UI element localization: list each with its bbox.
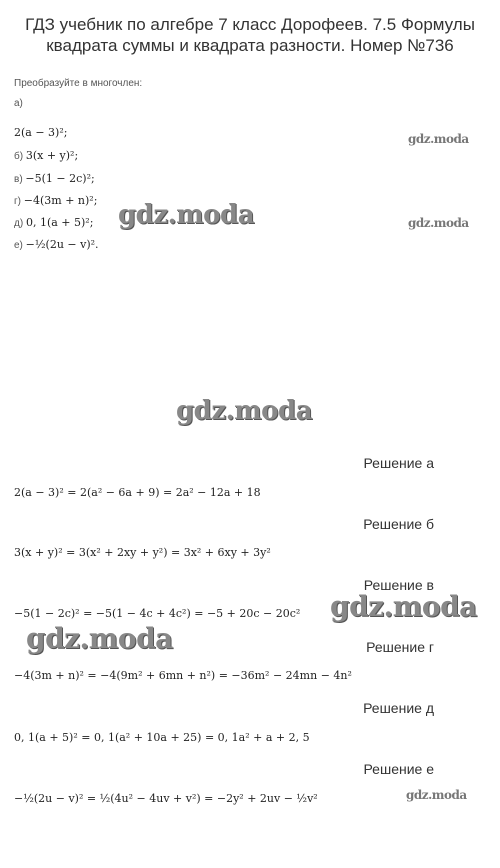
- task-item-expr: 2(a − 3)²;: [14, 126, 68, 139]
- watermark: gdz.moda: [408, 132, 469, 146]
- solution-heading-e: Решение д: [363, 700, 434, 716]
- watermark: gdz.moda: [408, 216, 469, 230]
- solution-expr-e: 0, 1(a + 5)² = 0, 1(a² + 10a + 25) = 0, 1a² + a + 2, 5: [14, 731, 310, 744]
- solution-heading-b: Решение б: [363, 516, 434, 532]
- task-item-e: [14, 216, 93, 229]
- solution-expr-d: −4(3m + n)² = −4(9m² + 6mn + n²) = −36m² − 24mn − 4n²: [14, 669, 352, 682]
- task-item-prefix: г): [14, 196, 24, 207]
- task-item-d: [14, 194, 97, 207]
- task-item-expr: −5(1 − 2c)²;: [25, 172, 95, 185]
- watermark: gdz.moda: [118, 200, 255, 230]
- solution-expr-a: 2(a − 3)² = 2(a² − 6a + 9) = 2a² − 12a + 18: [14, 486, 261, 499]
- task-item-expr: 0, 1(a + 5)²;: [25, 216, 94, 229]
- page-title-line1: ГДЗ учебник по алгебре 7 класс Дорофеев. 7.5 Формулы: [25, 15, 475, 34]
- task-item-a: [14, 126, 67, 139]
- task-item-prefix: в): [14, 174, 26, 185]
- task-label-a: а): [14, 98, 23, 109]
- solution-heading-c: Решение в: [363, 577, 434, 593]
- watermark: gdz.moda: [176, 396, 313, 426]
- task-item-prefix: е): [14, 240, 26, 251]
- page-title-line2: квадрата суммы и квадрата разности. Номер №736: [46, 36, 454, 55]
- watermark: gdz.moda: [406, 788, 467, 802]
- task-item-expr: −4(3m + n)²;: [23, 194, 98, 207]
- page-title: [0, 14, 500, 56]
- task-item-expr: −½(2u − v)².: [25, 238, 99, 251]
- task-item-f: [14, 238, 99, 251]
- task-intro: Преобразуйте в многочлен:: [14, 78, 143, 89]
- solution-expr-f: −½(2u − v)² = ½(4u² − 4uv + v²) = −2y² + 2uv − ½v²: [14, 792, 318, 805]
- watermark: gdz.moda: [26, 622, 173, 655]
- task-item-expr: 3(x + y)²;: [25, 149, 79, 162]
- task-item-b: [14, 149, 78, 162]
- watermark: gdz.moda: [330, 590, 477, 623]
- solution-heading-a: Решение а: [363, 455, 434, 471]
- task-item-prefix: д): [14, 218, 26, 229]
- solution-expr-c: −5(1 − 2c)² = −5(1 − 4c + 4c²) = −5 + 20c − 20c²: [14, 607, 301, 620]
- task-item-c: [14, 172, 95, 185]
- solution-heading-d: Решение г: [366, 639, 434, 655]
- solution-expr-b: 3(x + y)² = 3(x² + 2xy + y²) = 3x² + 6xy + 3y²: [14, 546, 271, 559]
- task-item-prefix: б): [14, 151, 26, 162]
- solution-heading-f: Решение е: [363, 761, 434, 777]
